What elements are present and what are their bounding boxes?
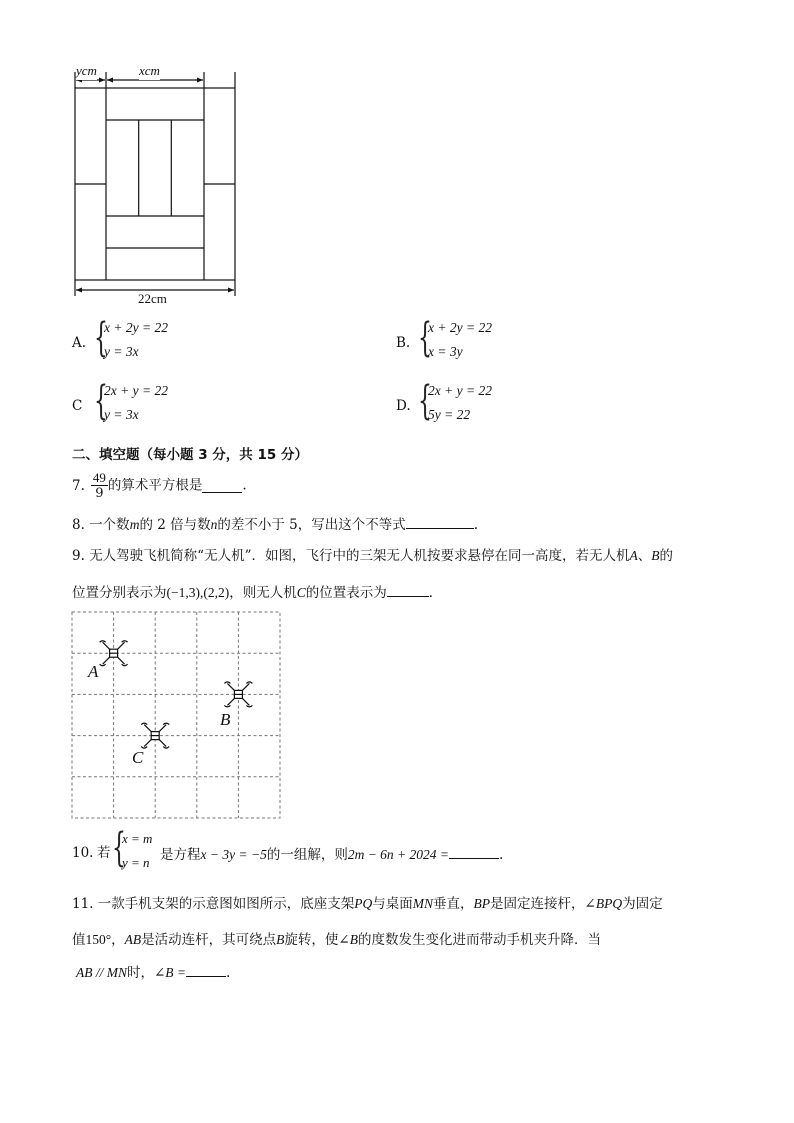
- drone-grid-figure: [70, 610, 284, 824]
- q10-answer-blank[interactable]: [449, 844, 499, 859]
- option-d-eq1: 2x + y = 22: [428, 383, 492, 398]
- y-dimension-label: ycm: [76, 63, 97, 78]
- q10-eq2: y = n: [122, 855, 150, 870]
- q7-text: 的算术平方根是: [107, 477, 203, 494]
- q11-line2e: 的度数发生变化进而带动手机夹升降．当: [357, 932, 601, 948]
- q8-text2: 的 2 倍与数: [139, 517, 211, 533]
- q11-line2a: 值: [72, 932, 86, 948]
- brace-icon: {: [94, 315, 108, 361]
- q10-eq1: x = m: [122, 831, 153, 846]
- q11-line1: [72, 895, 663, 913]
- q10-text1: 是方程: [160, 847, 201, 863]
- option-c-label: C: [72, 398, 83, 414]
- q10-equation: x − 3y = −5: [200, 847, 267, 862]
- q9-line1: [72, 547, 673, 565]
- q9-line1-end: 的: [659, 548, 673, 564]
- q11-line1a: 一款手机支架的示意图如图所示，底座支架: [97, 896, 355, 912]
- q11-line3b: 时，: [127, 965, 154, 981]
- q7-fraction: [91, 470, 108, 501]
- q8-text3: 的差不小于 5，写出这个不等式: [217, 517, 406, 533]
- q7-number: 7.: [72, 477, 85, 494]
- q11-angle2: ∠B: [338, 932, 358, 947]
- q11-line2b: ，: [111, 932, 125, 948]
- q7-frac-den: 9: [95, 486, 104, 501]
- brace-icon: {: [418, 315, 432, 361]
- q9-c: C: [296, 585, 306, 600]
- q9-line2-c: 的位置表示为: [305, 585, 387, 601]
- q9-line2-b: ，则无人机: [229, 585, 297, 601]
- q11-line2c: 是活动连杆，其可绕点: [141, 932, 277, 948]
- q9-coords: (−1,3),(2,2): [166, 585, 230, 600]
- q10-number: 10.: [72, 845, 94, 861]
- q10-rest: [160, 844, 503, 864]
- q9-b: B: [651, 548, 660, 563]
- q8: [72, 514, 478, 534]
- option-c-eq2: y = 3x: [104, 407, 139, 422]
- q9-number: 9.: [72, 548, 85, 564]
- q7-end: .: [242, 477, 247, 494]
- q11-line1c: 垂直，: [433, 896, 474, 912]
- drone-a-label: A: [88, 662, 99, 681]
- q10-ruo: 若: [97, 845, 111, 861]
- width-dimension-label: 22cm: [138, 291, 167, 306]
- section-title: 二、填空题（每小题 3 分，共 15 分）: [72, 447, 308, 463]
- q11-line2: [72, 931, 601, 949]
- q11-bp: BP: [473, 896, 491, 911]
- q7-frac-num: 49: [92, 470, 106, 485]
- q11-deg: 150°: [85, 932, 112, 947]
- option-c-eq1: 2x + y = 22: [104, 383, 168, 398]
- brace-icon: {: [94, 378, 108, 424]
- q9-line1-text: 无人驾驶飞机简称“无人机”．如图，飞行中的三架无人机按要求悬停在同一高度，若无人机: [89, 548, 630, 564]
- q8-n: n: [210, 517, 218, 532]
- q11-angle1: ∠BPQ: [584, 896, 623, 911]
- q11-ab: AB: [124, 932, 142, 947]
- option-b-eq2: x = 3y: [428, 344, 463, 359]
- option-a-label: A.: [72, 335, 87, 351]
- q11-line3a: AB // MN: [76, 965, 127, 980]
- q10-text2: 的一组解，则: [266, 847, 348, 863]
- option-d-label: D.: [396, 398, 411, 414]
- q11-line2d: 旋转，使: [284, 932, 339, 948]
- option-a-eq2: y = 3x: [104, 344, 139, 359]
- brace-icon: {: [418, 378, 432, 424]
- q11-angle3: ∠B =: [154, 965, 187, 980]
- q9-end: ．: [428, 585, 443, 601]
- option-d-eq2: 5y = 22: [428, 407, 471, 422]
- q11-end: .: [226, 965, 231, 981]
- q8-m: m: [129, 517, 140, 532]
- q7-answer-blank[interactable]: [202, 478, 242, 493]
- x-dimension-label: xcm: [139, 63, 160, 78]
- q9-line2-a: 位置分别表示为: [72, 585, 167, 601]
- q9-a: A: [629, 548, 638, 563]
- brace-icon: {: [112, 825, 126, 871]
- q11-mn: MN: [412, 896, 434, 911]
- drone-b-label: B: [220, 710, 231, 729]
- drone-c-label: C: [132, 748, 144, 767]
- q11-answer-blank[interactable]: [186, 962, 226, 977]
- q11-line1d: 是固定连接杆，: [490, 896, 585, 912]
- q9-sep: 、: [637, 548, 652, 564]
- option-b-eq1: x + 2y = 22: [428, 320, 492, 335]
- q8-end: .: [473, 517, 479, 533]
- q8-text1: 一个数: [89, 517, 130, 533]
- q8-answer-blank[interactable]: [406, 514, 474, 529]
- q11-bpt: B: [276, 932, 285, 947]
- q11-line1e: 为固定: [622, 896, 663, 912]
- rectangle-tiling-figure: [60, 60, 250, 310]
- q11-line1b: 与桌面: [372, 896, 413, 912]
- q11-pq: PQ: [354, 896, 373, 911]
- q7: [72, 470, 247, 501]
- q11-line3: [76, 962, 230, 982]
- q11-number: 11.: [72, 896, 94, 912]
- q9-answer-blank[interactable]: [387, 582, 429, 597]
- q9-line2: [72, 582, 442, 602]
- option-b-label: B.: [396, 335, 411, 351]
- q10-end: .: [499, 847, 504, 863]
- q10-expr: 2m − 6n + 2024 =: [347, 847, 450, 862]
- q8-number: 8.: [72, 517, 85, 533]
- option-a-eq1: x + 2y = 22: [104, 320, 168, 335]
